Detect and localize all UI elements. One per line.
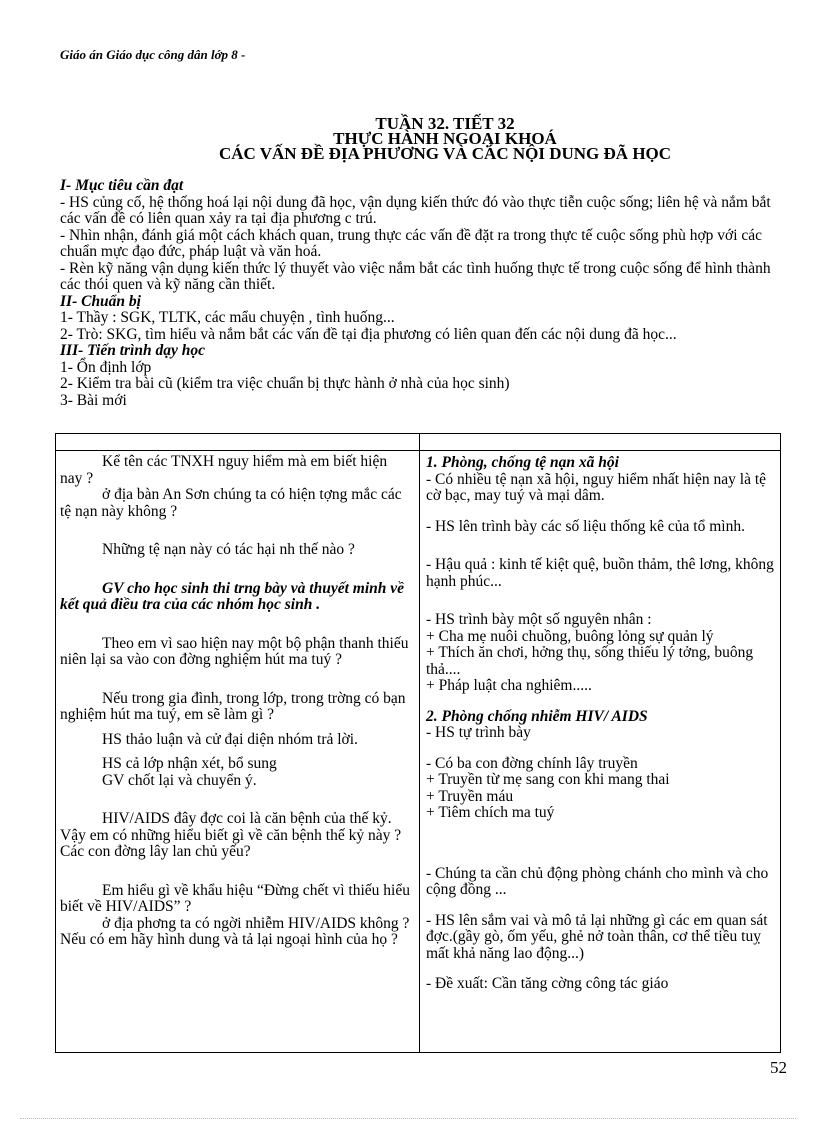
question-text: Kể tên các TNXH nguy hiểm mà em biết hiện nay ?	[60, 453, 388, 487]
lesson-intro	[60, 178, 788, 409]
document-header-note: Giáo án Giáo dục công dân lớp 8 -	[60, 47, 246, 62]
content-text: - HS trình bày một số nguyên nhân :	[426, 611, 652, 628]
objective-item: - HS củng cố, hệ thống hoá lại nội dung đã học, vận dụng kiến thức đó vào thực tiễn cuộc sống; liên hệ và nắm bắt các vấn đề có liên quan xảy ra tại địa phương c trú.	[60, 193, 771, 227]
lesson-title-block	[60, 116, 816, 161]
content-text: + Cha mẹ nuôi chuồng, buông lỏng sự quản lý	[426, 627, 714, 645]
activity-text: HS thảo luận và cử đại diện nhóm trả lời.	[102, 730, 358, 748]
footer-divider	[20, 1118, 796, 1119]
teacher-activity-column	[60, 454, 410, 949]
question-text: Những tệ nạn này có tác hại nh thế nào ?	[102, 541, 355, 558]
procedure-item: 1- Ổn định lớp	[60, 358, 152, 376]
content-text: + Pháp luật cha nghiêm.....	[426, 677, 592, 694]
question-text: ở địa phơng ta có ngời nhiễm HIV/AIDS không ? Nếu có em hãy hình dung và tả lại ngoại hình của họ ?	[60, 914, 410, 948]
section-preparation-heading: II- Chuẩn bị	[60, 292, 141, 310]
question-text: HIV/AIDS đây đợc coi là căn bệnh của thế kỷ. Vậy em có những hiểu biết gì về căn bệnh thế kỷ này ? Các con đờng lây lan chủ yếu?	[60, 810, 402, 860]
activity-table	[55, 433, 781, 1053]
teacher-instruction: GV cho học sinh thi trng bày và thuyết minh về kết quả điều tra của các nhóm học sinh .	[60, 579, 405, 613]
content-text: - Đề xuất: Cần tăng cờng công tác giáo	[426, 975, 669, 992]
preparation-item: 1- Thầy : SGK, TLTK, các mẩu chuyện , tình huống...	[60, 309, 395, 326]
content-text: + Truyền máu	[426, 787, 514, 805]
section-objectives-heading: I- Mục tiêu cần đạt	[60, 177, 184, 194]
question-text: ở địa bàn An Sơn chúng ta có hiện tợng mắc các tệ nạn này không ?	[60, 486, 402, 520]
question-text: Em hiểu gì về khẩu hiệu “Đừng chết vì thiếu hiểu biết về HIV/AIDS” ?	[60, 881, 410, 915]
page-number: 52	[770, 1058, 787, 1077]
preparation-item: 2- Trò: SKG, tìm hiểu và nắm bắt các vấn đề tại địa phương có liên quan đến các nội dung đã học...	[60, 325, 677, 343]
content-text: + Tiêm chích ma tuý	[426, 804, 555, 821]
content-text: - HS tự trình bày	[426, 724, 531, 741]
question-text: Theo em vì sao hiện nay một bộ phận thanh thiếu niên lại sa vào con đờng nghiệm hút ma tuý ?	[60, 634, 409, 668]
procedure-item: 3- Bài mới	[60, 391, 127, 409]
content-subheading: 1. Phòng, chống tệ nạn xã hội	[426, 454, 619, 471]
content-text: - Chúng ta cần chủ động phòng chánh cho mình và cho cộng đồng ...	[426, 864, 769, 898]
content-column	[426, 455, 776, 993]
content-text: - HS lên sắm vai và mô tả lại những gì các em quan sát đợc.(gầy gò, ốm yếu, ghẻ nở toàn thân, cơ thể tiều tuỵ mất khả năng lao động...)	[426, 911, 768, 962]
question-text: Nếu trong gia đình, trong lớp, trong trờng có bạn nghiệm hút ma tuý, em sẽ làm gì ?	[60, 689, 406, 723]
content-text: - HS lên trình bày các số liệu thống kê của tổ mình.	[426, 517, 745, 535]
content-text: + Truyền từ mẹ sang con khi mang thai	[426, 771, 670, 788]
table-header-row	[56, 434, 780, 451]
objective-item: - Nhìn nhận, đánh giá một cách khách quan, trung thực các vấn đề đặt ra trong thực tế cuộc sống phù hợp với các chuẩn mực đạo đức, pháp luật và văn hoá.	[60, 226, 763, 260]
lesson-topic-title: CÁC VẤN ĐỀ ĐỊA PHƯƠNG VÀ CÁC NỘI DUNG ĐÃ HỌC	[218, 144, 672, 163]
content-text: - Hậu quả : kinh tế kiệt quệ, buồn thảm, thê lơng, không hạnh phúc...	[426, 556, 774, 590]
lesson-week-title: TUẦN 32. TIẾT 32	[375, 114, 515, 133]
content-text: - Có ba con đờng chính lây truyền	[426, 754, 638, 772]
content-text: - Có nhiều tệ nạn xã hội, nguy hiểm nhất hiện nay là tệ cờ bạc, may tuý và mại dâm.	[426, 470, 767, 504]
column-divider	[419, 434, 420, 1052]
section-procedure-heading: III- Tiến trình dạy học	[60, 342, 205, 359]
content-text: + Thích ăn chơi, hởng thụ, sống thiếu lý tởng, buông thả....	[426, 644, 754, 678]
lesson-type-title: THỰC HÀNH NGOẠI KHOÁ	[333, 129, 557, 148]
activity-text: GV chốt lại và chuyển ý.	[102, 771, 257, 789]
objective-item: - Rèn kỹ năng vận dụng kiến thức lý thuyết vào việc nắm bắt các tình huống thực tế trong cuộc sống để hình thành các thói quen và kỹ năng cần thiết.	[60, 259, 771, 293]
content-subheading: 2. Phòng chống nhiễm HIV/ AIDS	[426, 707, 648, 725]
procedure-item: 2- Kiểm tra bài cũ (kiểm tra việc chuẩn bị thực hành ở nhà của học sinh)	[60, 375, 510, 392]
activity-text: HS cả lớp nhận xét, bổ sung	[102, 755, 277, 772]
